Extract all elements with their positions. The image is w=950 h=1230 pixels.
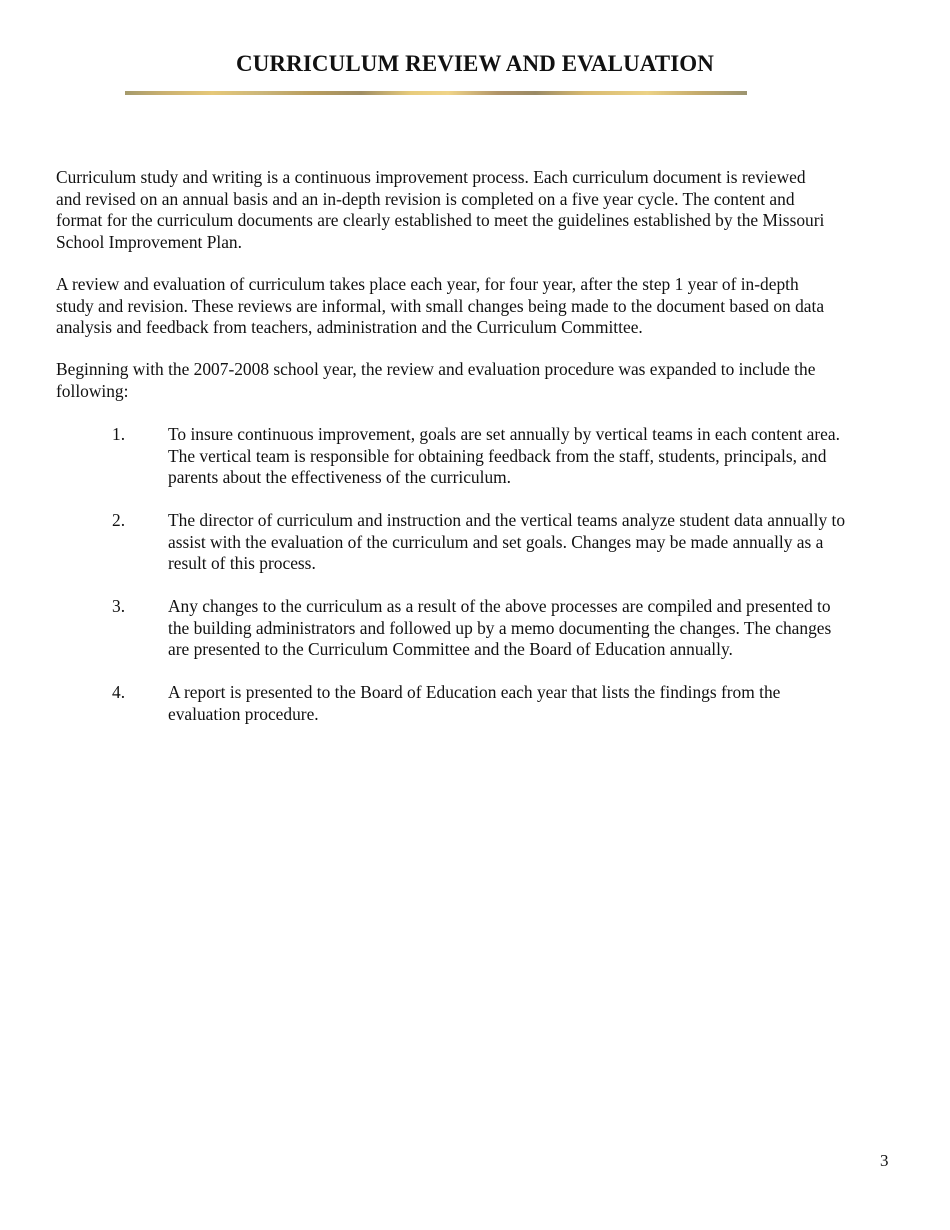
list-text	[168, 596, 898, 661]
text-line: Beginning with the 2007-2008 school year, the review and evaluation procedure was expanded to include the	[56, 359, 816, 379]
text-line: The director of curriculum and instruction and the vertical teams analyze student data annually to	[168, 510, 846, 530]
list-text	[168, 682, 898, 725]
text-line: result of this process.	[168, 553, 316, 573]
list-number: 2.	[112, 510, 126, 530]
list-text	[168, 424, 898, 489]
text-line: evaluation procedure.	[168, 703, 319, 724]
text-line: study and revision. These reviews are informal, with small changes being made to the document based on data	[56, 295, 825, 316]
text-line: format for the curriculum documents are clearly established to meet the guidelines established by the Missouri	[56, 210, 825, 230]
text-line: Any changes to the curriculum as a result of the above processes are compiled and presented to	[168, 596, 831, 616]
page-number: 3	[880, 1151, 889, 1170]
text-line: assist with the evaluation of the curriculum and set goals. Changes may be made annually as a	[168, 531, 824, 552]
text-line: To insure continuous improvement, goals are set annually by vertical teams in each content area.	[168, 424, 840, 444]
text-line: A report is presented to the Board of Education each year that lists the findings from the	[168, 682, 781, 702]
list-item	[56, 424, 906, 489]
paragraph-review	[56, 274, 896, 339]
text-line: parents about the effectiveness of the curriculum.	[168, 467, 512, 487]
paragraph-intro	[56, 167, 896, 253]
procedure-list	[56, 424, 906, 747]
list-number: 1.	[112, 424, 126, 444]
text-line: School Improvement Plan.	[56, 231, 242, 252]
paragraph-procedure	[56, 359, 896, 402]
page-title: CURRICULUM REVIEW AND EVALUATION	[236, 51, 714, 76]
text-line: and revised on an annual basis and an in-depth revision is completed on a five year cycle. The content and	[56, 188, 795, 209]
text-line: are presented to the Curriculum Committee and the Board of Education annually.	[168, 639, 733, 659]
list-item	[56, 596, 906, 661]
list-item	[56, 682, 906, 725]
text-line: Curriculum study and writing is a continuous improvement process. Each curriculum document is reviewed	[56, 167, 806, 187]
list-item	[56, 510, 906, 575]
list-text	[168, 510, 898, 575]
list-number: 4.	[112, 682, 126, 702]
list-number: 3.	[112, 596, 126, 616]
text-line: analysis and feedback from teachers, administration and the Curriculum Committee.	[56, 317, 643, 337]
text-line: A review and evaluation of curriculum takes place each year, for four year, after the step 1 year of in-depth	[56, 274, 799, 294]
text-line: The vertical team is responsible for obtaining feedback from the staff, students, principals, and	[168, 445, 827, 466]
text-line: the building administrators and followed up by a memo documenting the changes. The changes	[168, 617, 832, 638]
title-divider	[125, 91, 747, 95]
text-line: following:	[56, 380, 129, 401]
